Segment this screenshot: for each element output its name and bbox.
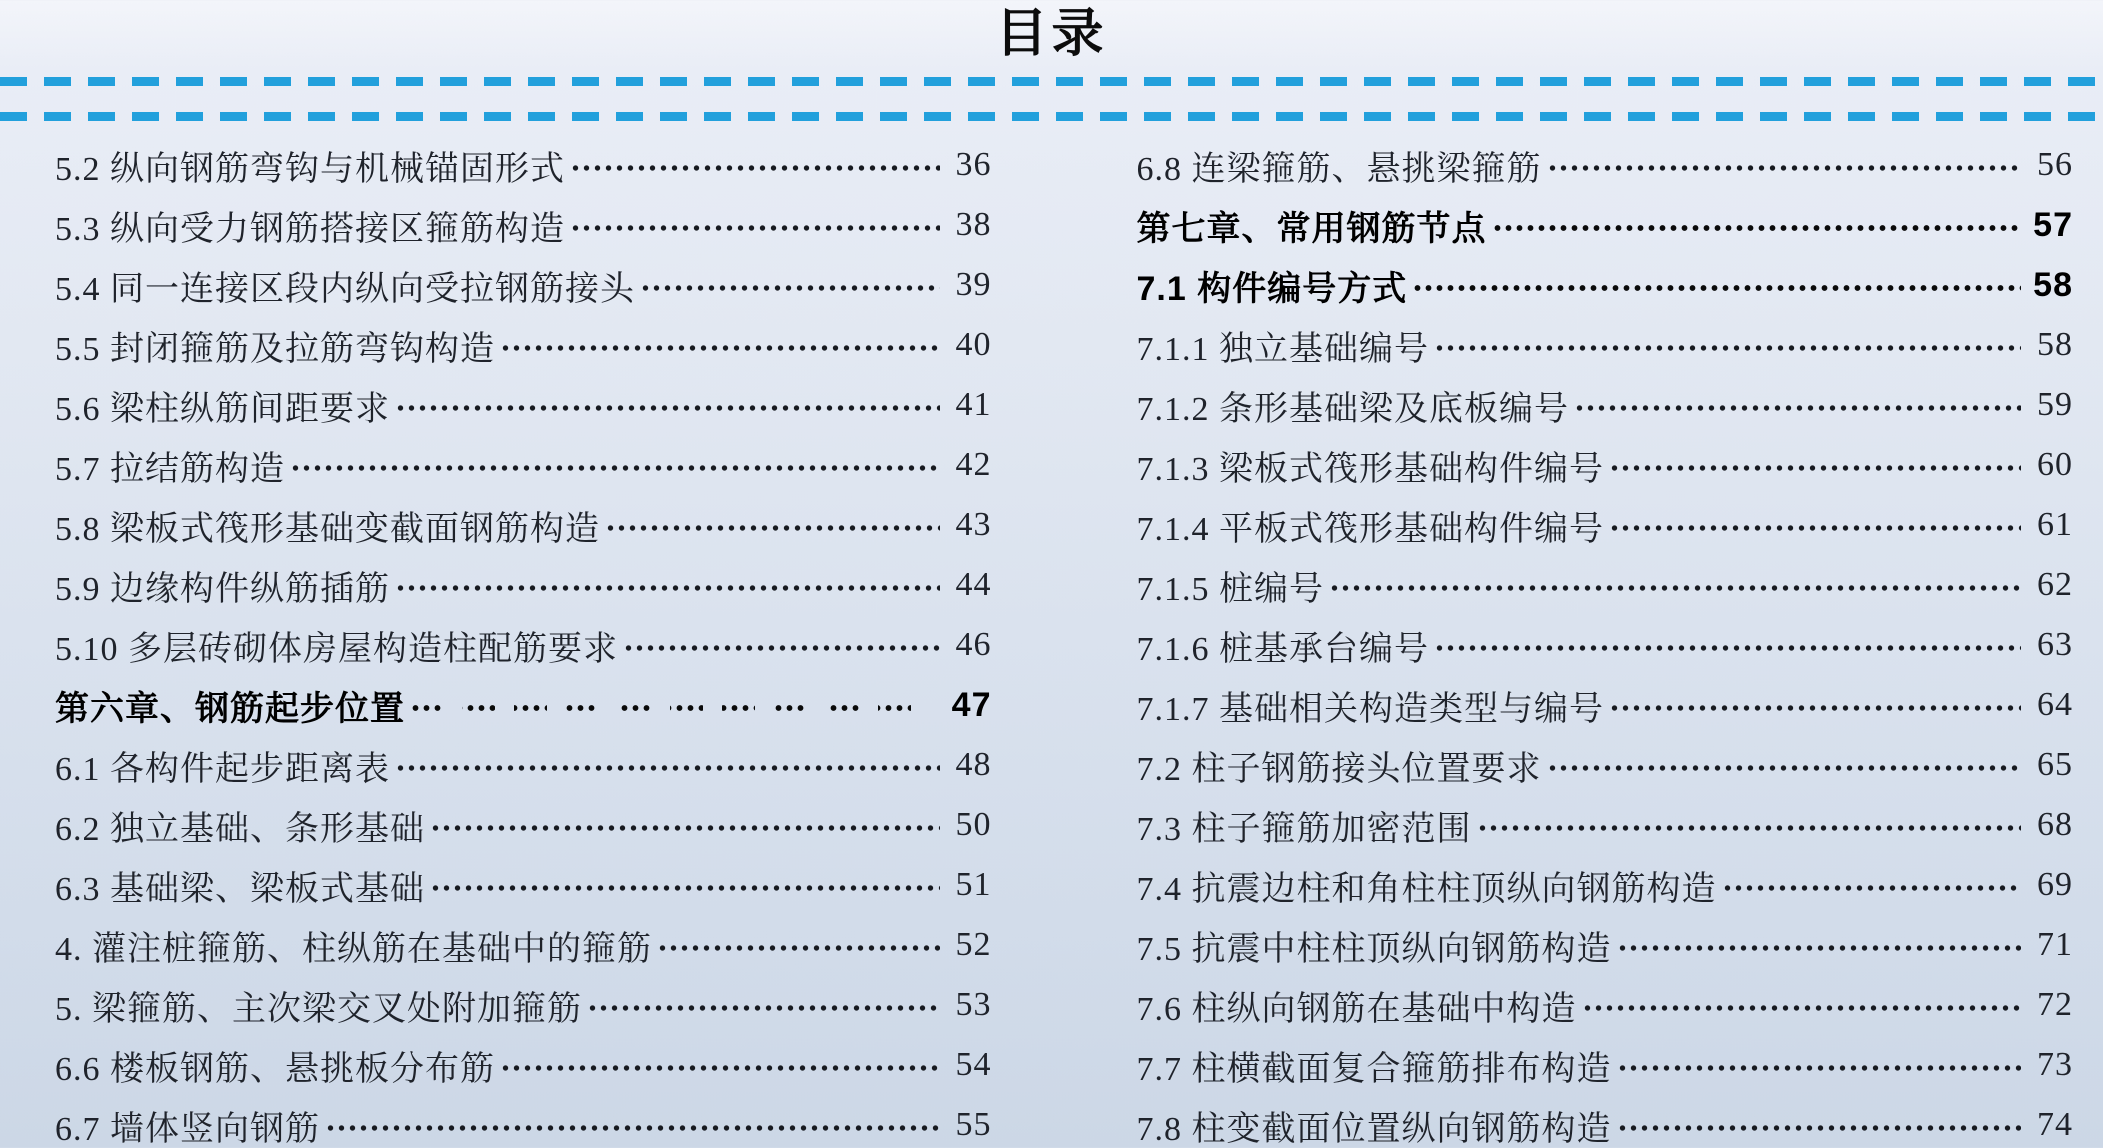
toc-entry-label: 第七章、常用钢筋节点 [1136,209,1487,248]
toc-entry-page: 40 [955,326,992,363]
toc-entry-page: 65 [2037,746,2073,783]
dot-leader [1547,762,2022,774]
toc-entry-label: 7.6 柱纵向钢筋在基础中构造 [1136,990,1577,1028]
toc-entry-label: 7.1.4 平板式筏形基础构件编号 [1136,510,1604,548]
dot-leader [430,822,940,834]
toc-entry[interactable] [1137,315,2074,375]
toc-entry-page: 53 [955,986,992,1023]
toc-entry[interactable] [1137,495,2074,555]
toc-entry-page: 72 [2037,986,2073,1023]
dot-leader [1722,882,2022,894]
toc-entry[interactable] [55,315,992,375]
toc-entry[interactable] [55,855,992,915]
toc-entry-page: 64 [2037,686,2073,723]
toc-entry-page: 38 [955,206,992,243]
toc-entry-page: 58 [2037,326,2073,363]
toc-entry-page: 48 [955,746,992,783]
toc-entry-label: 7.1.7 基础相关构造类型与编号 [1136,690,1604,728]
toc-entry-page: 44 [955,566,992,603]
dot-leader [500,342,940,354]
toc-entry[interactable] [55,435,992,495]
toc-entry-label: 7.1 构件编号方式 [1136,269,1408,308]
toc-entry[interactable] [1137,135,2074,195]
toc-entry-page: 56 [2037,146,2073,183]
dot-leader [1609,462,2021,474]
toc-entry[interactable] [55,615,992,675]
toc-entry-page: 51 [955,866,992,903]
toc-entry[interactable] [1137,615,2074,675]
toc-entry-label: 7.1.5 桩编号 [1136,570,1324,608]
toc-column-right [1137,135,2074,1148]
toc-entry[interactable] [1137,975,2074,1035]
dot-leader [290,462,940,474]
toc-entry-page: 57 [2033,205,2073,244]
toc-entry[interactable] [55,795,992,855]
toc-entry-page: 42 [955,446,992,483]
toc-entry-label: 7.7 柱横截面复合箍筋排布构造 [1136,1050,1612,1088]
dot-leader [430,882,940,894]
toc-entry-page: 47 [951,685,992,724]
toc-entry-page: 71 [2037,926,2073,963]
dot-leader [570,162,940,174]
toc-entry-label: 5.3 纵向受力钢筋搭接区箍筋构造 [55,210,565,248]
toc-entry[interactable] [55,915,992,975]
dot-leader [1609,522,2021,534]
toc-entry-label: 7.1.1 独立基础编号 [1136,330,1429,368]
dot-leader [1609,702,2021,714]
toc-entry-label: 7.2 柱子钢筋接头位置要求 [1136,750,1542,788]
dashed-separator-bottom [0,112,2103,121]
dot-leader [410,702,930,714]
toc-entry-label: 5. 梁箍筋、主次梁交叉处附加箍筋 [55,990,582,1028]
dashed-separator-top [0,77,2103,86]
dot-leader [623,642,940,654]
dot-leader [395,762,940,774]
toc-entry-label: 6.2 独立基础、条形基础 [55,810,425,848]
toc-entry[interactable] [55,375,992,435]
toc-entry-label: 7.4 抗震边柱和角柱柱顶纵向钢筋构造 [1136,870,1717,908]
toc-entry-page: 62 [2037,566,2073,603]
toc-entry[interactable] [55,495,992,555]
dot-leader [325,1122,940,1134]
toc-chapter-entry[interactable] [55,675,992,735]
toc-entry-label: 5.2 纵向钢筋弯钩与机械锚固形式 [55,150,565,188]
toc-entry-page: 73 [2037,1046,2073,1083]
toc-entry-label: 第六章、钢筋起步位置 [55,689,405,728]
dot-leader [1412,282,2021,294]
toc-entry[interactable] [55,135,992,195]
toc-entry-label: 6.7 墙体竖向钢筋 [55,1110,320,1148]
dot-leader [1329,582,2021,594]
toc-entry-label: 7.5 抗震中柱柱顶纵向钢筋构造 [1136,930,1612,968]
dot-leader [1617,1122,2022,1134]
toc-entry[interactable] [55,735,992,795]
toc-entry[interactable] [55,255,992,315]
toc-entry[interactable] [1137,735,2074,795]
dot-leader [640,282,940,294]
toc-entry[interactable] [1137,855,2074,915]
toc-entry-label: 5.10 多层砖砌体房屋构造柱配筋要求 [55,630,618,668]
dot-leader [657,942,940,954]
dot-leader [1492,222,2022,234]
toc-entry-label: 5.4 同一连接区段内纵向受拉钢筋接头 [55,270,635,308]
toc-entry-label: 6.1 各构件起步距离表 [55,750,390,788]
toc-entry-page: 54 [955,1046,992,1083]
dot-leader [500,1062,940,1074]
toc-entry-page: 52 [955,926,992,963]
dot-leader [605,522,940,534]
toc-columns [0,121,2103,1148]
toc-entry[interactable] [55,1095,992,1148]
toc-entry-label: 7.1.2 条形基础梁及底板编号 [1136,390,1569,428]
toc-entry-page: 58 [2033,265,2073,304]
toc-entry-page: 60 [2037,446,2073,483]
toc-entry[interactable] [1137,375,2074,435]
toc-entry[interactable] [1137,555,2074,615]
toc-entry-page: 43 [955,506,992,543]
toc-entry-page: 36 [955,146,992,183]
dot-leader [1617,942,2022,954]
toc-entry-page: 68 [2037,806,2073,843]
toc-chapter-entry[interactable] [1137,255,2074,315]
toc-entry[interactable] [1137,1035,2074,1095]
toc-entry-label: 5.6 梁柱纵筋间距要求 [55,390,390,428]
toc-entry[interactable] [55,555,992,615]
toc-entry-page: 74 [2037,1106,2073,1143]
dot-leader [587,1002,940,1014]
toc-entry-label: 5.5 封闭箍筋及拉筋弯钩构造 [55,330,495,368]
toc-entry-page: 69 [2037,866,2073,903]
toc-entry[interactable] [1137,435,2074,495]
toc-entry-page: 61 [2037,506,2073,543]
dot-leader [1434,642,2021,654]
toc-entry-label: 6.6 楼板钢筋、悬挑板分布筋 [55,1050,495,1088]
toc-entry[interactable] [1137,795,2074,855]
toc-entry-page: 63 [2037,626,2073,663]
toc-entry-page: 55 [955,1106,992,1143]
toc-entry-page: 59 [2037,386,2073,423]
toc-entry-label: 5.8 梁板式筏形基础变截面钢筋构造 [55,510,600,548]
toc-entry-page: 50 [955,806,992,843]
toc-entry-label: 6.3 基础梁、梁板式基础 [55,870,425,908]
toc-entry-label: 4. 灌注桩箍筋、柱纵筋在基础中的箍筋 [55,930,652,968]
toc-entry[interactable] [55,195,992,255]
toc-entry-label: 5.9 边缘构件纵筋插筋 [55,570,390,608]
toc-chapter-entry[interactable] [1137,195,2074,255]
toc-entry[interactable] [55,975,992,1035]
toc-entry-label: 6.8 连梁箍筋、悬挑梁箍筋 [1136,150,1542,188]
toc-entry[interactable] [1137,675,2074,735]
dot-leader [570,222,940,234]
toc-entry-page: 41 [955,386,992,423]
toc-entry[interactable] [55,1035,992,1095]
dot-leader [395,582,940,594]
dot-leader [1617,1062,2022,1074]
toc-entry[interactable] [1137,1095,2074,1148]
toc-entry-label: 7.1.6 桩基承台编号 [1136,630,1429,668]
toc-entry-page: 46 [955,626,992,663]
dot-leader [1477,822,2022,834]
toc-column-left [55,135,992,1148]
toc-entry-label: 7.1.3 梁板式筏形基础构件编号 [1136,450,1604,488]
toc-entry-page: 39 [955,266,992,303]
toc-entry-label: 5.7 拉结筋构造 [55,450,285,488]
dot-leader [1582,1002,2022,1014]
dot-leader [395,402,940,414]
toc-entry[interactable] [1137,915,2074,975]
page-title: 目录 [995,5,1108,63]
dot-leader [1434,342,2021,354]
toc-entry-label: 7.3 柱子箍筋加密范围 [1136,810,1472,848]
toc-entry-label: 7.8 柱变截面位置纵向钢筋构造 [1136,1110,1612,1148]
dot-leader [1574,402,2021,414]
dot-leader [1547,162,2022,174]
